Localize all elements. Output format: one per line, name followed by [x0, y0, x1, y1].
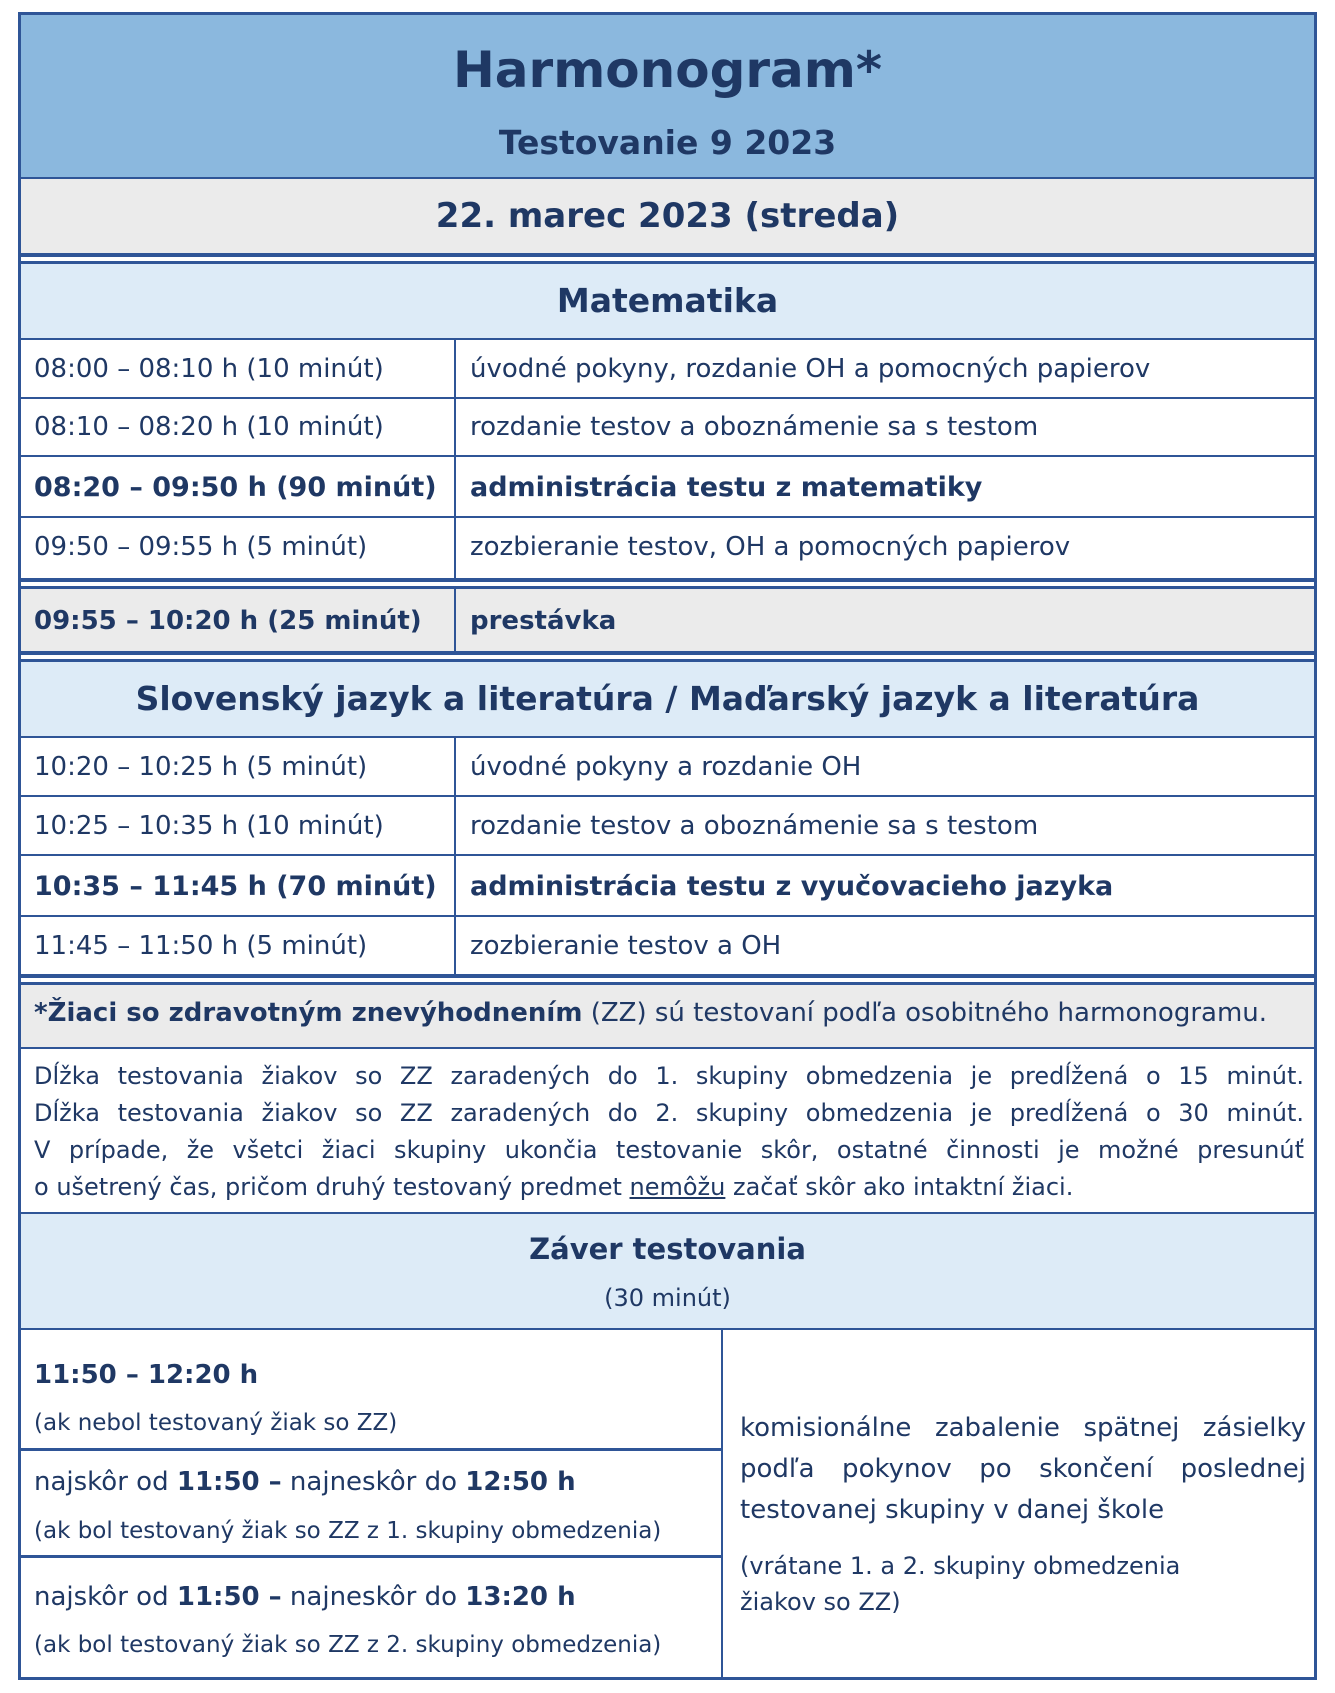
zz-note-text — [34, 998, 1267, 1028]
description-line: testovanej skupiny v danej škole — [740, 1495, 1165, 1525]
zaver-option-time: 11:50 – 12:20 h — [34, 1360, 259, 1390]
paragraph-line: V prípade, že všetci žiaci skupiny ukončia testovanie skôr, ostatné činnosti je možné presunúť — [34, 1136, 1304, 1164]
description-line: komisionálne zabalenie spätnej zásielky — [740, 1413, 1306, 1443]
zaver-time: 11:50 – — [176, 1582, 282, 1612]
schedule-activity: úvodné pokyny a rozdanie OH — [470, 752, 862, 782]
schedule-time: 11:45 – 11:50 h (5 minút) — [34, 931, 368, 961]
zaver-description-note — [740, 1548, 1180, 1620]
zaver-duration: (30 minút) — [604, 1284, 731, 1312]
zaver-option-condition: (ak bol testovaný žiak so ZZ z 1. skupiny obmedzenia) — [34, 1518, 662, 1544]
description-line: podľa pokynov po skončení poslednej — [740, 1454, 1306, 1484]
divider — [21, 974, 1314, 978]
divider — [21, 253, 1314, 257]
break-label: prestávka — [470, 606, 617, 636]
title-block — [21, 15, 1314, 177]
divider — [21, 854, 1314, 856]
divider — [21, 795, 1314, 797]
divider — [21, 736, 1314, 738]
paragraph-line — [34, 1169, 1304, 1206]
page-title: Harmonogram* — [452, 41, 883, 99]
zaver-time: 11:50 – — [176, 1467, 282, 1497]
section-jazyk — [21, 662, 1314, 736]
zaver-text: najskôr od — [34, 1467, 177, 1497]
column-divider — [454, 338, 456, 578]
schedule-time: 08:00 – 08:10 h (10 minút) — [34, 354, 384, 384]
divider — [21, 1555, 721, 1558]
description-note-line: žiakov so ZZ) — [740, 1588, 901, 1616]
divider — [21, 1328, 1314, 1330]
section-heading: Matematika — [556, 281, 779, 320]
zz-note — [21, 985, 1314, 1047]
paragraph-line: Dĺžka testovania žiakov so ZZ zaradených do 2. skupiny obmedzenia je predĺžená o 30 minút. — [34, 1099, 1304, 1127]
column-divider — [721, 1330, 723, 1677]
schedule-activity: zozbieranie testov a OH — [470, 931, 782, 961]
zaver-option-time — [34, 1467, 576, 1497]
divider — [21, 1448, 721, 1451]
schedule-time: 10:20 – 10:25 h (5 minút) — [34, 752, 368, 782]
schedule-activity: zozbieranie testov, OH a pomocných papierov — [470, 532, 1071, 562]
emphasis-underline: nemôžu — [629, 1173, 726, 1201]
schedule-activity: úvodné pokyny, rozdanie OH a pomocných papierov — [470, 354, 1151, 384]
divider — [21, 516, 1314, 518]
zaver-description — [740, 1408, 1306, 1531]
divider — [21, 651, 1314, 655]
section-zaver — [21, 1214, 1314, 1328]
schedule-activity: administrácia testu z matematiky — [470, 472, 983, 503]
date-banner — [21, 179, 1314, 253]
divider — [21, 397, 1314, 399]
schedule-time: 10:35 – 11:45 h (70 minút) — [34, 871, 437, 902]
zaver-option-time — [34, 1582, 576, 1612]
section-matematika — [21, 264, 1314, 338]
divider — [21, 578, 1314, 582]
zz-note-bold: *Žiaci so zdravotným znevýhodnením — [34, 998, 583, 1028]
divider — [21, 1047, 1314, 1049]
divider — [21, 915, 1314, 917]
zaver-title: Záver testovania — [529, 1232, 806, 1266]
paragraph-text: o ušetrený čas, pričom druhý testovaný predmet — [34, 1173, 630, 1201]
schedule-time: 08:20 – 09:50 h (90 minút) — [34, 472, 437, 503]
zz-paragraph — [34, 1058, 1304, 1206]
exam-date: 22. marec 2023 (streda) — [435, 196, 900, 236]
section-heading: Slovenský jazyk a literatúra / Maďarský jazyk a literatúra — [135, 679, 1200, 718]
schedule-activity: administrácia testu z vyučovacieho jazyka — [470, 871, 1114, 902]
zaver-time: 13:20 h — [465, 1582, 576, 1612]
zaver-text: najskôr od — [34, 1582, 177, 1612]
zaver-option-condition: (ak nebol testovaný žiak so ZZ) — [34, 1410, 398, 1436]
zaver-text: najneskôr do — [281, 1467, 466, 1497]
schedule-time: 10:25 – 10:35 h (10 minút) — [34, 811, 384, 841]
break-time: 09:55 – 10:20 h (25 minút) — [34, 606, 422, 636]
divider — [21, 455, 1314, 457]
paragraph-text: začať skôr ako intaktní žiaci. — [725, 1173, 1074, 1201]
zaver-option-condition: (ak bol testovaný žiak so ZZ z 2. skupiny obmedzenia) — [34, 1632, 662, 1658]
schedule-activity: rozdanie testov a oboznámenie sa s testom — [470, 412, 1039, 442]
zaver-time: 12:50 h — [465, 1467, 576, 1497]
paragraph-line: Dĺžka testovania žiakov so ZZ zaradených do 1. skupiny obmedzenia je predĺžená o 15 minút. — [34, 1062, 1304, 1090]
page-subtitle: Testovanie 9 2023 — [498, 123, 837, 162]
schedule-activity: rozdanie testov a oboznámenie sa s testom — [470, 811, 1039, 841]
column-divider — [454, 589, 456, 651]
zaver-text: najneskôr do — [281, 1582, 466, 1612]
description-note-line: (vrátane 1. a 2. skupiny obmedzenia — [740, 1552, 1181, 1580]
schedule-time: 09:50 – 09:55 h (5 minút) — [34, 532, 368, 562]
zz-note-rest: (ZZ) sú testovaní podľa osobitného harmonogramu. — [582, 998, 1268, 1028]
column-divider — [454, 736, 456, 974]
divider — [21, 338, 1314, 340]
schedule-time: 08:10 – 08:20 h (10 minút) — [34, 412, 384, 442]
